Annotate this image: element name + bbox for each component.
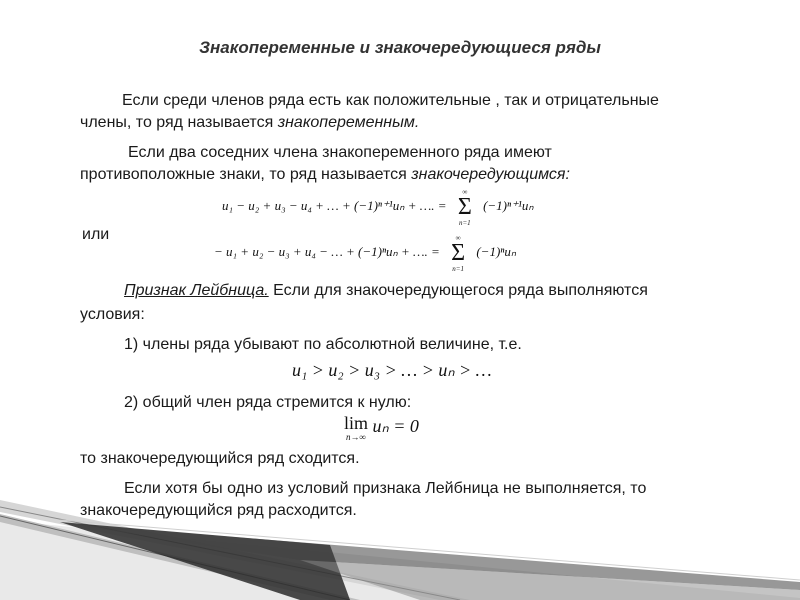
series-formula-2 <box>214 234 517 273</box>
sigma-icon: Σ <box>451 240 466 266</box>
sigma-icon: Σ <box>457 194 472 220</box>
limit-subscript: n→∞ <box>346 432 366 442</box>
series-1-right: (−1)ⁿ⁺¹uₙ <box>483 197 534 213</box>
series-2-right: (−1)ⁿuₙ <box>476 243 517 259</box>
limit-word: lim <box>344 413 369 433</box>
series-1-left: u₁ − u₂ + u₃ − u₄ + … + (−1)ⁿ⁺¹uₙ + …. = <box>222 197 447 213</box>
paragraph-4-line-2: знакочередующийся ряд расходится. <box>80 502 357 519</box>
decreasing-formula: u₁ > u₂ > u₃ > … > uₙ > … <box>292 360 492 380</box>
paragraph-2-line-2 <box>80 164 570 186</box>
sum-upper-limit: ∞ <box>462 188 468 196</box>
series-2-left: − u₁ + u₂ − u₃ + u₄ − … + (−1)ⁿuₙ + …. = <box>214 243 440 259</box>
paragraph-1-line-2 <box>80 112 419 134</box>
sum-lower-limit: n=1 <box>452 265 464 273</box>
sum-symbol-1 <box>452 188 478 227</box>
paragraph-2-line-1: Если два соседних члена знакопеременного ряда имеют <box>128 144 552 161</box>
leibniz-criterion-title: Признак Лейбница. <box>124 282 269 299</box>
series-formula-1 <box>222 188 534 227</box>
limit-operator <box>344 414 368 442</box>
slide-title: Знакопеременные и знакочередующиеся ряды <box>199 38 601 57</box>
paragraph-2-text: противоположные знаки, то ряд называется <box>80 166 412 183</box>
leibniz-line-1 <box>124 280 648 302</box>
term-sign-variable: знакопеременным. <box>277 114 420 131</box>
limit-formula <box>344 414 419 442</box>
paragraph-1-text: члены, то ряд называется <box>80 114 278 131</box>
conclusion-text: то знакочередующийся ряд сходится. <box>80 450 360 467</box>
leibniz-line-1-text: Если для знакочередующегося ряда выполняются <box>268 282 648 299</box>
sum-symbol-2 <box>445 234 471 273</box>
condition-1: 1) члены ряда убывают по абсолютной величине, т.е. <box>124 336 522 353</box>
term-alternating: знакочередующимся: <box>411 166 570 183</box>
limit-expression: uₙ = 0 <box>372 416 419 437</box>
condition-2: 2) общий член ряда стремится к нулю: <box>124 394 412 411</box>
or-label: или <box>82 226 110 243</box>
paragraph-1-line-1: Если среди членов ряда есть как положительные , так и отрицательные <box>122 92 659 109</box>
paragraph-4-line-1: Если хотя бы одно из условий признака Лейбница не выполняется, то <box>124 480 647 497</box>
sum-lower-limit: n=1 <box>458 219 471 227</box>
sum-upper-limit: ∞ <box>455 234 461 242</box>
leibniz-line-2: условия: <box>80 306 145 323</box>
